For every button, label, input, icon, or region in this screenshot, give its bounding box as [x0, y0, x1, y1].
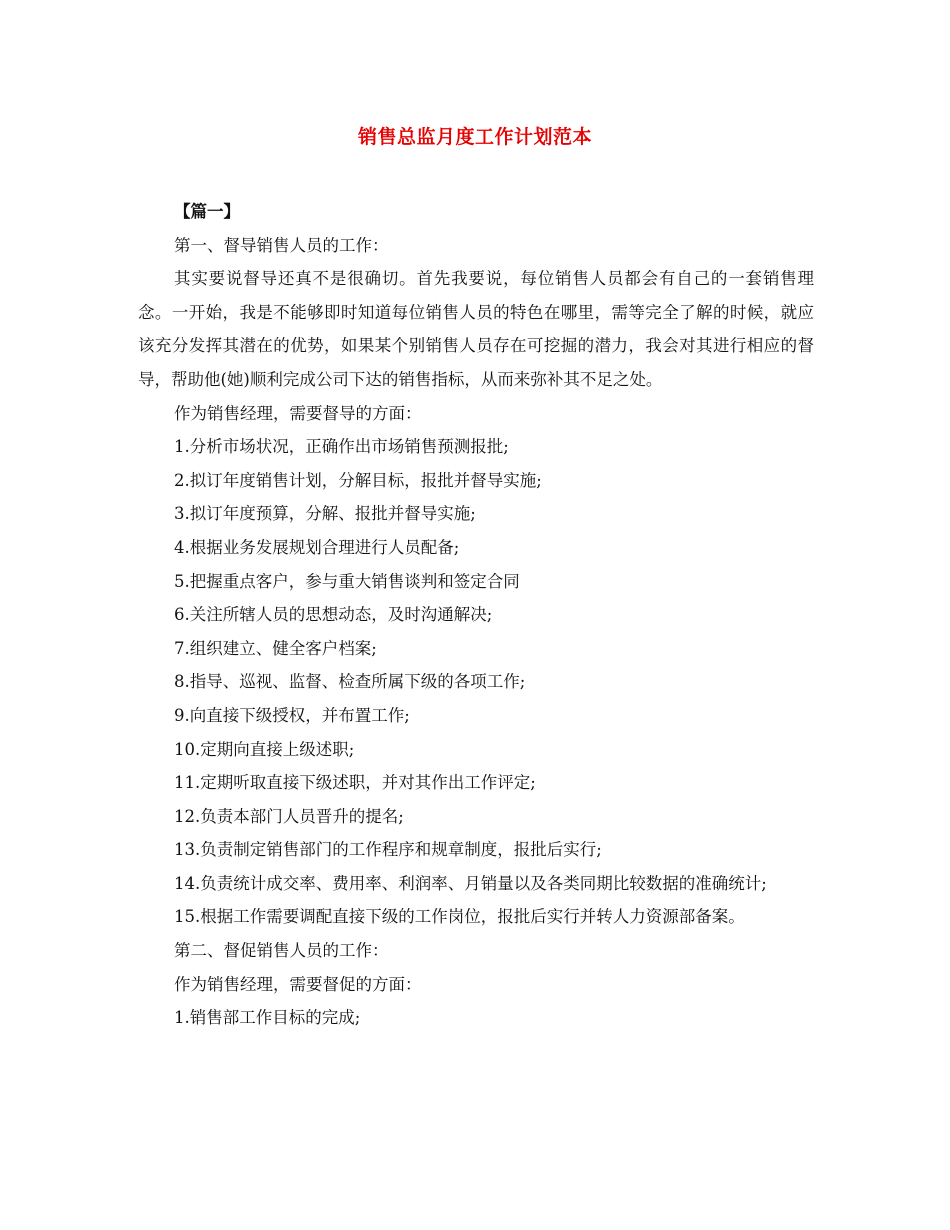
list-item: 1.分析市场状况，正确作出市场销售预测报批; [174, 437, 509, 457]
list-item: 8.指导、巡视、监督、检查所属下级的各项工作; [174, 672, 526, 692]
list-item: 10.定期向直接上级述职; [174, 739, 355, 759]
list-item: 7.组织建立、健全客户档案; [174, 638, 377, 658]
list-item: 13.负责制定销售部门的工作程序和规章制度，报批后实行; [174, 840, 602, 860]
list-item: 2.拟订年度销售计划，分解目标，报批并督导实施; [174, 470, 542, 490]
paragraph-urge-aspects: 作为销售经理，需要督促的方面： [174, 974, 422, 994]
list-item: 1.销售部工作目标的完成; [174, 1008, 361, 1028]
list-item: 6.关注所辖人员的思想动态，及时沟通解决; [174, 605, 493, 625]
paragraph-heading-1: 第一、督导销售人员的工作： [174, 235, 389, 255]
list-item: 14.负责统计成交率、费用率、利润率、月销量以及各类同期比较数据的准确统计; [174, 873, 767, 893]
list-item: 9.向直接下级授权，并布置工作; [174, 705, 410, 725]
list-item: 11.定期听取直接下级述职，并对其作出工作评定; [174, 773, 536, 793]
section-label: 【篇一】 [174, 202, 240, 221]
paragraph-heading-2: 第二、督促销售人员的工作： [174, 941, 389, 961]
list-item: 4.根据业务发展规划合理进行人员配备; [174, 537, 460, 557]
list-item: 12.负责本部门人员晋升的提名; [174, 806, 404, 826]
list-item: 3.拟订年度预算，分解、报批并督导实施; [174, 504, 476, 524]
paragraph-supervise-aspects: 作为销售经理，需要督导的方面： [174, 403, 422, 423]
list-item: 5.把握重点客户，参与重大销售谈判和签定合同 [174, 571, 520, 591]
document-body [138, 195, 814, 1035]
paragraph-intro: 其实要说督导还真不是很确切。首先我要说，每位销售人员都会有自己的一套销售理念。一开始，我是不能够即时知道每位销售人员的特色在哪里，需等完全了解的时候，就应该充分发挥其潜在的优势，如果某个别销售人员存在可挖掘的潜力，我会对其进行相应的督导，帮助他(她)顺利完成公司下达的销售指标，从而来弥补其不足之处。 [138, 269, 814, 389]
list-item: 15.根据工作需要调配直接下级的工作岗位，报批后实行并转人力资源部备案。 [174, 907, 745, 927]
document-title: 销售总监月度工作计划范本 [357, 126, 592, 148]
